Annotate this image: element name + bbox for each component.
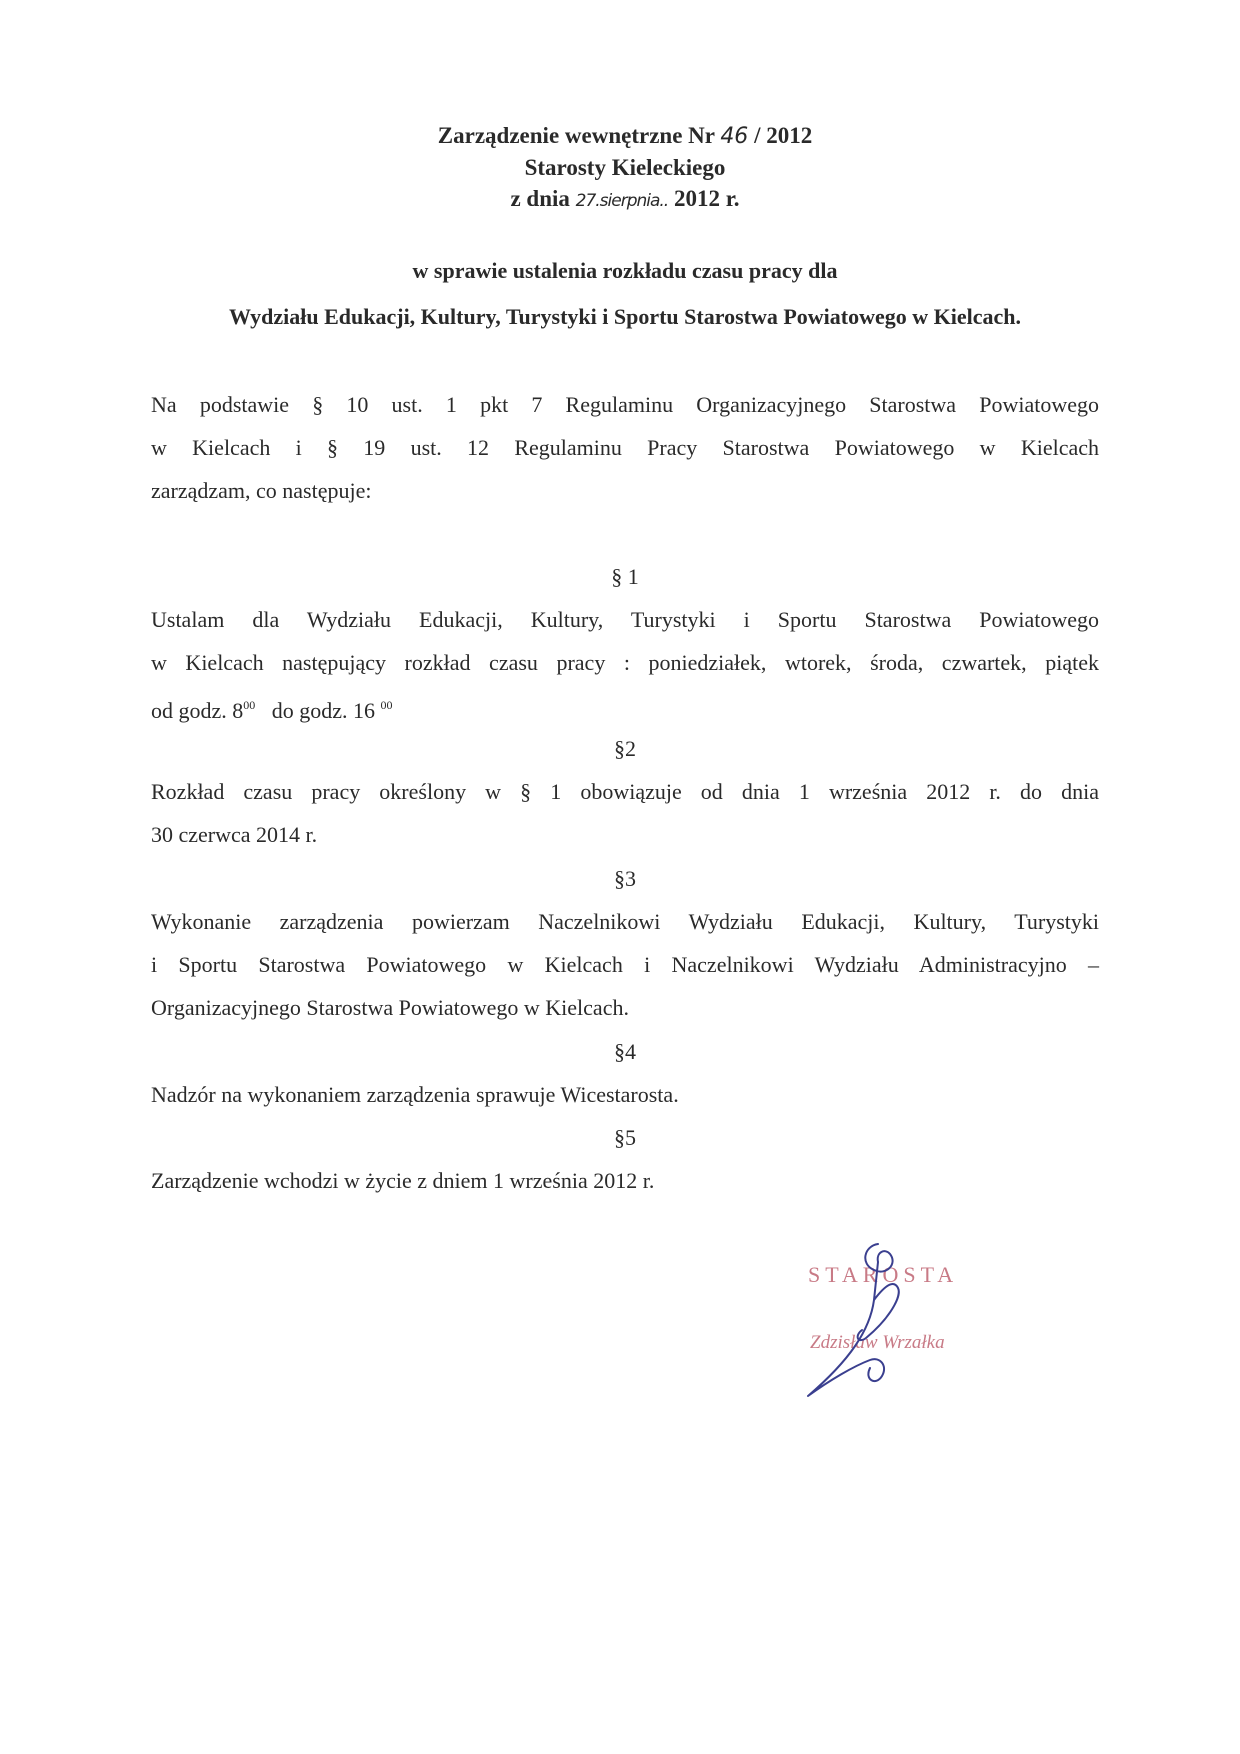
section-2-line-1: Rozkład czasu pracy określony w § 1 obowiązuje od dnia 1 września 2012 r. do dnia [151, 779, 1099, 804]
hours-from: od godz. 8 [151, 698, 244, 723]
stamp-title: STAROSTA [808, 1262, 959, 1287]
section-3-line-1: Wykonanie zarządzenia powierzam Naczelnikowi Wydziału Edukacji, Kultury, Turystyki [151, 909, 1099, 934]
subject-line-1: w sprawie ustalenia rozkładu czasu pracy dla [412, 258, 838, 283]
header-year: / 2012 [754, 123, 813, 148]
preamble-line-2: w Kielcach i § 19 ust. 12 Regulaminu Pracy Starostwa Powiatowego w Kielcach [151, 435, 1099, 460]
handwritten-signature [790, 1240, 1030, 1410]
subject-line-2: Wydziału Edukacji, Kultury, Turystyki i Sportu Starostwa Powiatowego w Kielcach. [228, 304, 1022, 329]
section-2-heading: §2 [614, 736, 636, 761]
preamble-line-3: zarządzam, co następuje: [151, 478, 372, 503]
hours-to: do godz. 16 [271, 698, 376, 723]
header-date-prefix: z dnia [510, 186, 570, 211]
section-4-heading: §4 [614, 1039, 636, 1064]
section-1-line-1: Ustalam dla Wydziału Edukacji, Kultury, Turystyki i Sportu Starostwa Powiatowego [151, 607, 1099, 632]
hours-from-minutes: 00 [243, 698, 256, 712]
preamble-line-1: Na podstawie § 10 ust. 1 pkt 7 Regulaminu Organizacyjnego Starostwa Powiatowego [151, 392, 1099, 417]
hours-to-minutes: 00 [380, 698, 393, 712]
header-date-suffix: 2012 r. [673, 186, 740, 211]
section-1-line-2: w Kielcach następujący rozkład czasu pracy : poniedziałek, wtorek, środa, czwartek, piątek [151, 650, 1099, 675]
stamp-name: Zdzisław Wrzałka [810, 1332, 945, 1353]
handwritten-number: 46 [720, 124, 749, 149]
section-3-heading: §3 [614, 866, 636, 891]
header-line-3 [0, 183, 1240, 217]
header-authority: Starosty Kieleckiego [524, 155, 726, 180]
document-header [0, 120, 1240, 217]
official-stamp [790, 1240, 1030, 1410]
header-title: Zarządzenie wewnętrzne Nr [437, 123, 715, 148]
section-3-line-2: i Sportu Starostwa Powiatowego w Kielcach i Naczelnikowi Wydziału Administracyjno – [151, 952, 1099, 977]
handwritten-date: 27.sierpnia.. [575, 191, 669, 211]
section-1-heading: § 1 [611, 564, 639, 589]
section-5-line-1: Zarządzenie wchodzi w życie z dniem 1 września 2012 r. [151, 1168, 655, 1193]
section-4-line-1: Nadzór na wykonaniem zarządzenia sprawuje Wicestarosta. [151, 1082, 679, 1107]
section-2-line-2: 30 czerwca 2014 r. [151, 822, 318, 847]
section-3-line-3: Organizacyjnego Starostwa Powiatowego w Kielcach. [151, 995, 629, 1020]
section-1-line-3 [151, 684, 1099, 732]
header-line-1 [0, 120, 1240, 152]
section-5-heading: §5 [614, 1125, 636, 1150]
